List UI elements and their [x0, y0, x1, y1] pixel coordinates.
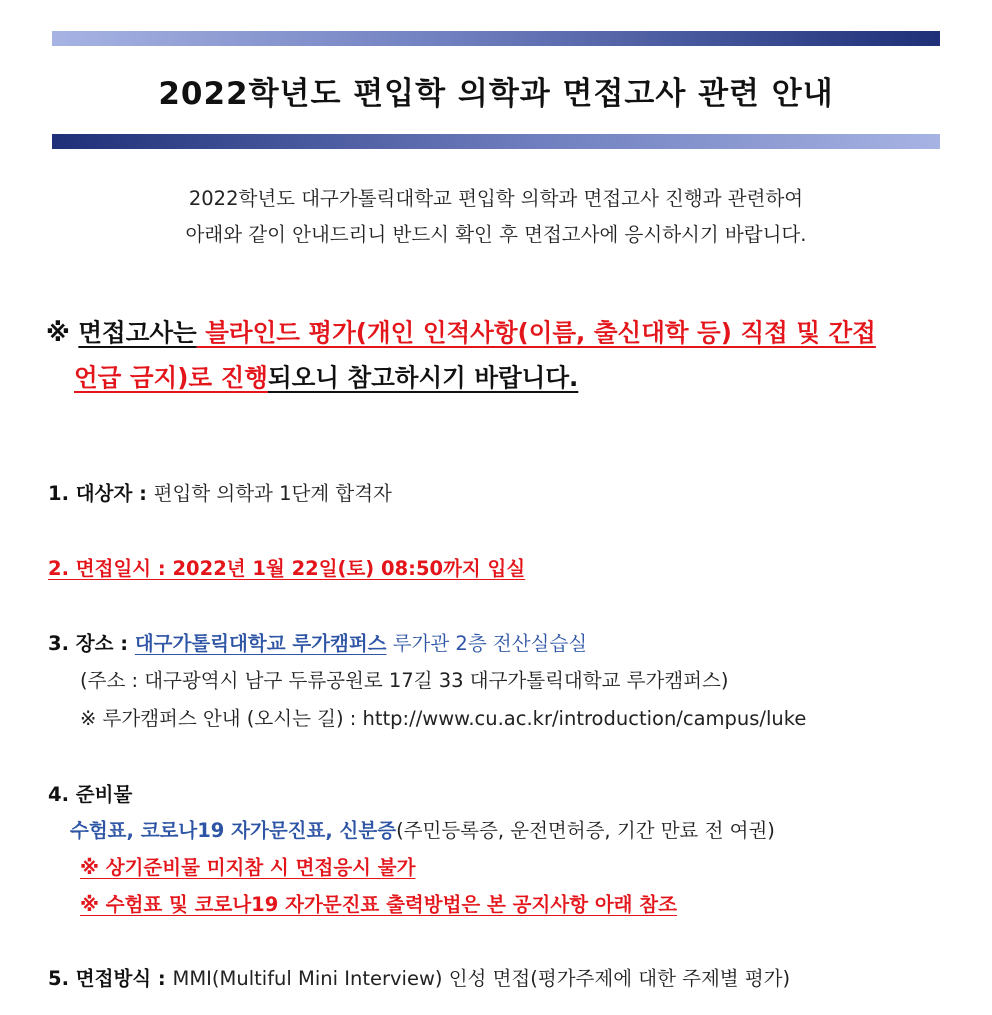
- item-date: [48, 553, 525, 581]
- item-number: 5.: [48, 967, 76, 990]
- blind-evaluation-notice: [46, 310, 951, 400]
- intro-paragraph: [0, 181, 992, 253]
- header-rule-bottom: [52, 134, 940, 149]
- place-address: (주소 : 대구광역시 남구 두류공원로 17길 33 대구가톨릭대학교 루가캠퍼스): [80, 669, 729, 692]
- intro-line-2: 아래와 같이 안내드리니 반드시 확인 후 면접고사에 응시하시기 바랍니다.: [185, 223, 807, 246]
- notice-text-2: 블라인드 평가(개인 인적사항(이름, 출신대학 등) 직접 및 간접: [196, 318, 876, 347]
- prep-items: [70, 815, 775, 843]
- item-prep: [48, 779, 132, 807]
- campus-guide-label: ※ 루가캠퍼스 안내 (오시는 길) :: [80, 707, 363, 730]
- room-name: 루가관 2층 전산실습실: [386, 632, 588, 655]
- prep-comma: ,: [325, 819, 340, 842]
- prep-warning-text: ※ 상기준비물 미지참 시 면접응시 불가: [80, 856, 416, 879]
- item-value: 편입학 의학과 1단계 합격자: [153, 482, 392, 505]
- item-target: [48, 478, 392, 506]
- prep-warning-2: [80, 889, 677, 917]
- item-place: [48, 628, 587, 656]
- item-label: 장소: [75, 632, 114, 655]
- item-label: 대상자: [75, 482, 133, 505]
- intro-line-1: 2022학년도 대구가톨릭대학교 편입학 의학과 면접고사 진행과 관련하여: [188, 187, 804, 210]
- prep-id-card: 신분증: [339, 819, 397, 842]
- item-separator: :: [132, 482, 154, 505]
- item-label: 면접방식: [75, 967, 152, 990]
- header-rule-top: [52, 31, 940, 46]
- item-label: 준비물: [75, 783, 133, 806]
- item-separator: :: [113, 632, 135, 655]
- notice-text-1: 면접고사는: [78, 318, 197, 347]
- prep-id-detail: (주민등록증, 운전면허증, 기간 만료 전 여권): [396, 819, 775, 842]
- prep-warning-1: [80, 852, 415, 880]
- notice-text-3: 언급 금지)로 진행: [74, 363, 268, 392]
- campus-guide: [80, 703, 806, 731]
- prep-self-check-form: 코로나19 자가문진표: [140, 819, 326, 842]
- item-value: MMI(Multiful Mini Interview) 인성 면접(평가주제에 대한 주제별 평가): [172, 967, 791, 990]
- campus-guide-link[interactable]: http://www.cu.ac.kr/introduction/campus/luke: [362, 707, 807, 730]
- item-number: 1.: [48, 482, 76, 505]
- item-separator: :: [151, 967, 173, 990]
- prep-exam-ticket: 수험표: [70, 819, 127, 842]
- item-number: 3.: [48, 632, 76, 655]
- prep-comma: ,: [126, 819, 141, 842]
- item-method: [48, 963, 790, 991]
- item-number: 4.: [48, 783, 76, 806]
- notice-text-4: 되오니 참고하시기 바랍니다.: [267, 363, 579, 392]
- prep-warning-text: ※ 수험표 및 코로나19 자가문진표 출력방법은 본 공지사항 아래 참조: [80, 893, 677, 916]
- campus-name: 대구가톨릭대학교 루가캠퍼스: [134, 632, 387, 655]
- notice-mark: ※: [46, 318, 79, 347]
- interview-datetime: 2. 면접일시 : 2022년 1월 22일(토) 08:50까지 입실: [48, 557, 526, 580]
- page-title: 2022학년도 편입학 의학과 면접고사 관련 안내: [158, 76, 834, 112]
